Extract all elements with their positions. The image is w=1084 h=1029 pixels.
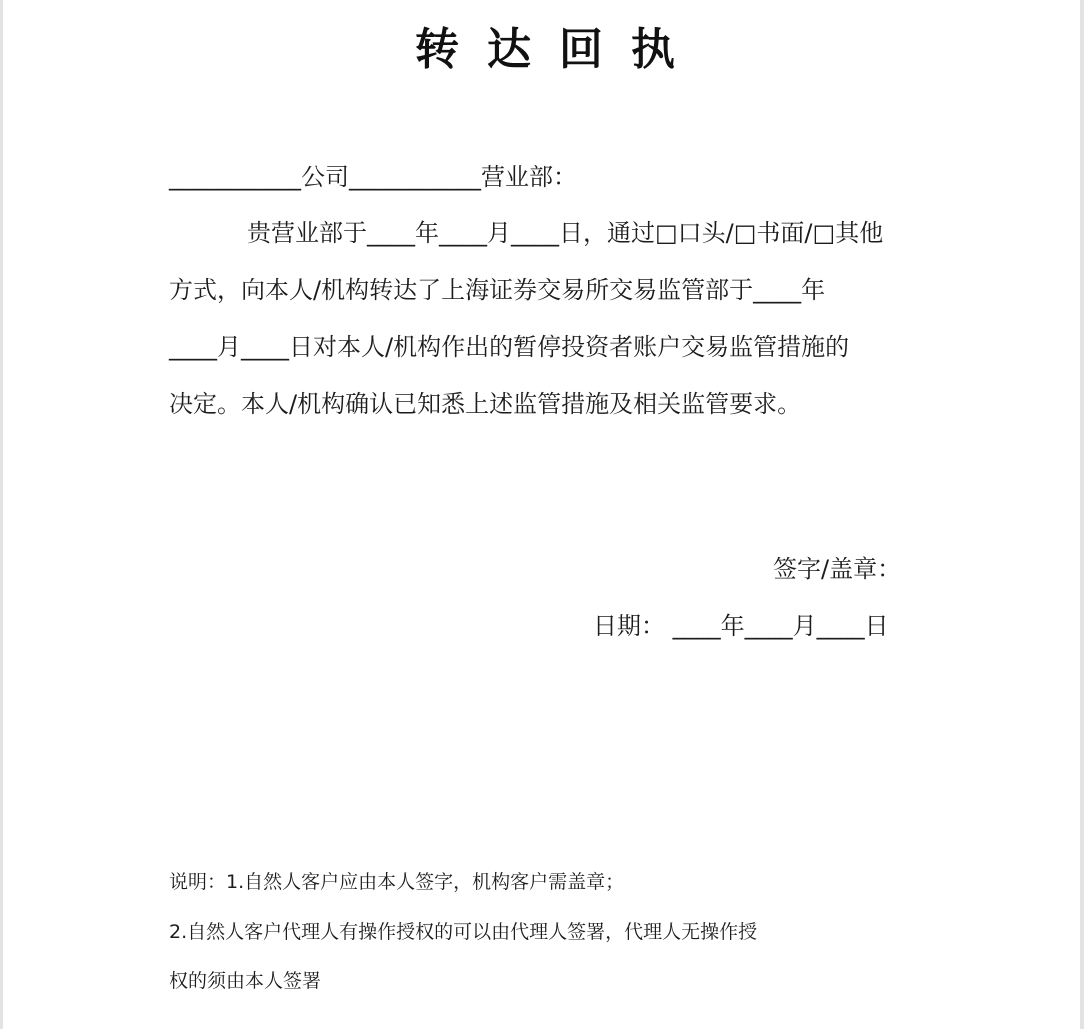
addressee-line: ___________公司___________营业部： — [169, 163, 577, 191]
note-line: 权的须由本人签署 — [169, 970, 322, 992]
note-line: 说明：1.自然人客户应由本人签字，机构客户需盖章； — [169, 871, 625, 893]
body-line: 决定。本人/机构确认已知悉上述监管措施及相关监管要求。 — [169, 390, 802, 418]
body-line: ____月____日对本人/机构作出的暂停投资者账户交易监管措施的 — [169, 333, 850, 361]
date-line: 日期： ____年____月____日 — [593, 612, 889, 640]
body-line: 贵营业部于____年____月____日，通过□口头/□书面/□其他 — [247, 219, 884, 247]
note-line: 2.自然人客户代理人有操作授权的可以由代理人签署，代理人无操作授 — [169, 921, 758, 943]
signature-label: 签字/盖章： — [773, 555, 902, 583]
body-line: 方式，向本人/机构转达了上海证券交易所交易监管部于____年 — [169, 276, 826, 304]
document-title: 转达回执 — [415, 24, 703, 75]
